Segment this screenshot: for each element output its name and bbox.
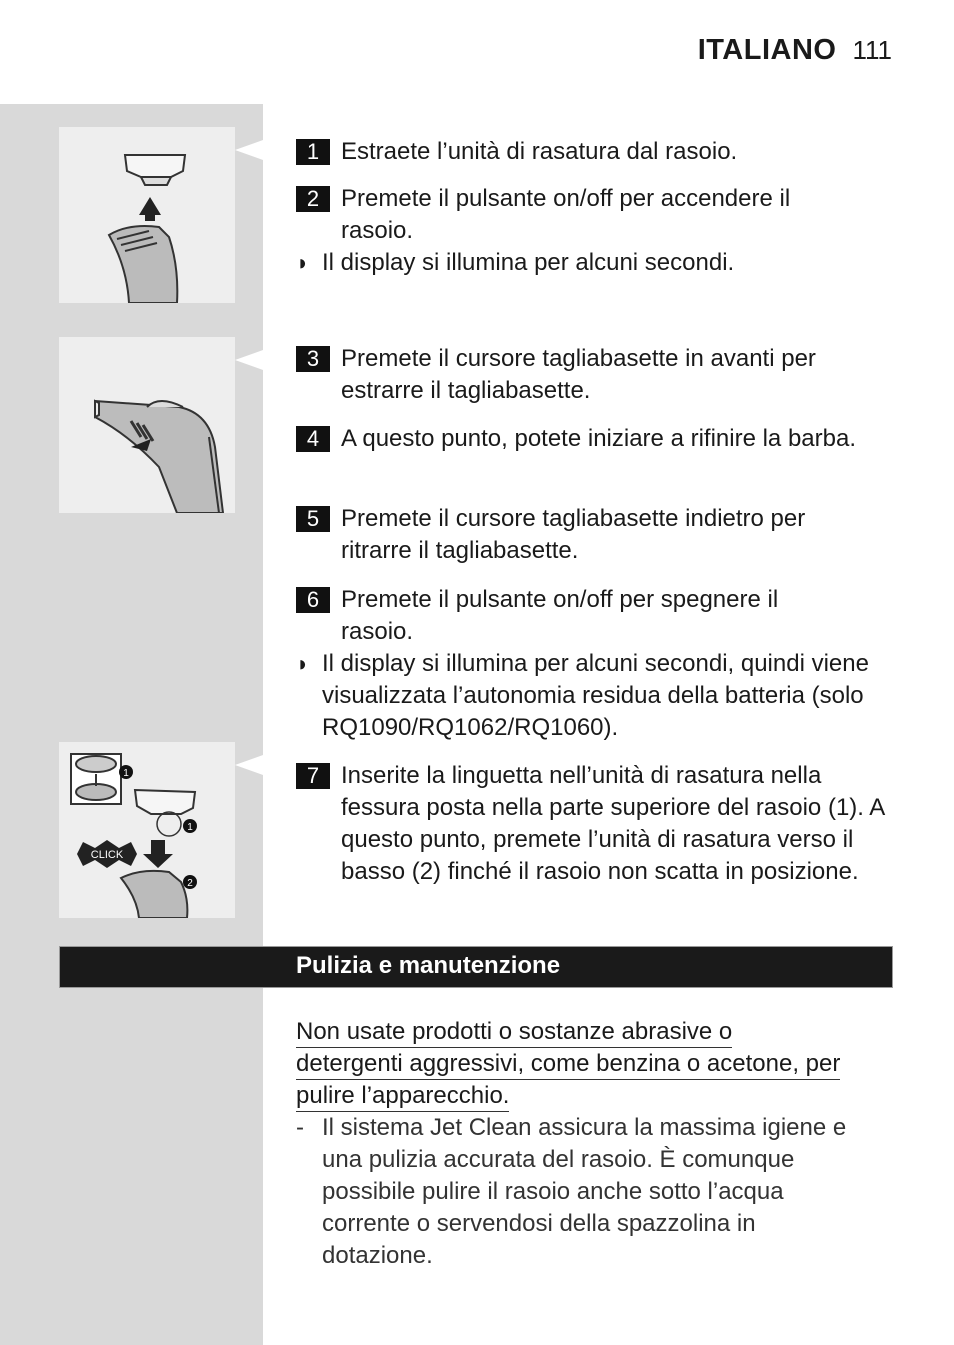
click-label: CLICK [90, 849, 124, 861]
warning-line: Non usate prodotti o sostanze abrasive o [296, 1017, 732, 1048]
cleaning-bullet [296, 1112, 856, 1272]
step-text: Premete il cursore tagliabasette indietro per ritrarre il tagliabasette. [341, 505, 806, 564]
step-7 [296, 760, 896, 888]
step-text: A questo punto, potete iniziare a rifinire la barba. [341, 425, 856, 452]
step-text: Premete il pulsante on/off per accendere il rasoio. [341, 185, 791, 244]
callout-2: 2 [187, 878, 193, 889]
callout-1-top: 1 [123, 768, 129, 779]
step-5 [296, 503, 876, 567]
language-label: ITALIANO [697, 34, 837, 66]
illustration-pointer [235, 755, 263, 775]
result-1 [296, 247, 896, 279]
result-text: Il display si illumina per alcuni secondi, quindi viene visualizzata l’autonomia residua della batteria (solo RQ1090/RQ1062/RQ1060). [322, 650, 869, 741]
result-marker: ◗ [296, 651, 310, 676]
bullet-text: Il sistema Jet Clean assicura la massima igiene e una pulizia accurata del rasoio. È comunque possibile pulire il rasoio anche sotto l’acqua corrente o servendosi della spazzolina in dotazione. [322, 1114, 847, 1269]
page-number: 111 [852, 35, 892, 65]
step-number: 6 [296, 587, 330, 613]
warning-line: detergenti aggressivi, come benzina o acetone, per [296, 1049, 840, 1080]
warning-text [296, 1016, 896, 1112]
illustration-pointer [235, 140, 263, 160]
callout-1-bottom: 1 [187, 822, 193, 833]
warning-line: pulire l’apparecchio. [296, 1081, 509, 1112]
section-header-bar [59, 946, 893, 988]
result-marker: ◗ [296, 250, 310, 275]
step-number: 1 [296, 139, 330, 165]
illustration-remove-shaving-unit [59, 127, 235, 303]
step-number: 2 [296, 186, 330, 212]
step-2 [296, 183, 856, 247]
section-title: Pulizia e manutenzione [296, 952, 561, 979]
step-text: Estraete l’unità di rasatura dal rasoio. [341, 138, 738, 165]
step-text: Premete il cursore tagliabasette in avanti per estrarre il tagliabasette. [341, 345, 816, 404]
step-number: 7 [296, 763, 330, 789]
step-number: 3 [296, 346, 330, 372]
illustration-attach-shaving-unit [59, 742, 235, 918]
illustration-trimmer [59, 337, 235, 513]
step-number: 4 [296, 426, 330, 452]
bullet-dash: - [296, 1114, 304, 1141]
result-2 [296, 648, 876, 744]
step-number: 5 [296, 506, 330, 532]
result-text: Il display si illumina per alcuni secondi. [322, 249, 735, 276]
illustration-pointer [235, 350, 263, 370]
step-4 [296, 423, 856, 455]
step-3 [296, 343, 876, 407]
page-header [698, 34, 892, 67]
step-6 [296, 584, 856, 648]
step-text: Inserite la linguetta nell’unità di rasatura nella fessura posta nella parte superiore del rasoio (1). A questo punto, premete l’unità di rasatura verso il basso (2) finché il rasoio non scatta in posizione. [341, 762, 884, 885]
step-1 [296, 136, 896, 168]
step-text: Premete il pulsante on/off per spegnere il rasoio. [341, 586, 779, 645]
